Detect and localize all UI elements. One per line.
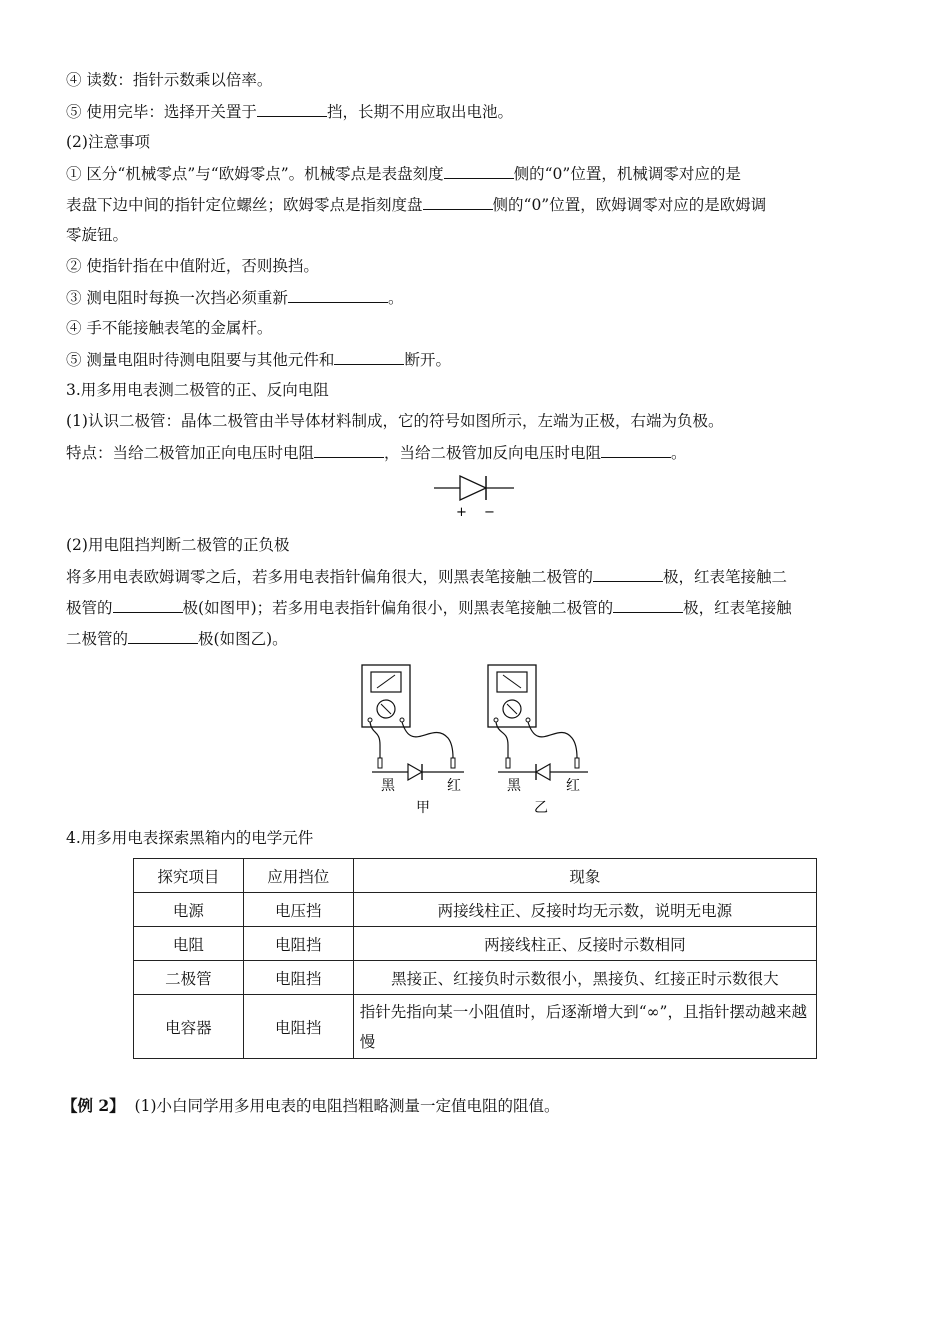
answer-blank[interactable] [593,566,663,582]
black-label: 黑 [507,778,521,794]
answer-blank[interactable] [444,163,514,179]
blackbox-table [133,858,817,1059]
red-probe-tip [575,758,579,768]
caption-jia: 甲 [416,800,430,816]
red-label: 红 [566,778,580,794]
table-cell: 电阻 [134,927,244,961]
black-probe-tip [506,758,510,768]
section-heading-notes: (2)注意事项 [66,133,150,151]
note-1-line-1: ① 区分“机械零点”与“欧姆零点”。机械零点是表盘刻度 侧的“0”位置，机械调零对应的是 [66,165,741,183]
note-3: ③ 测电阻时每换一次挡必须重新 。 [66,289,404,307]
plus-label: + [456,505,467,520]
black-probe-tip [378,758,382,768]
answer-blank[interactable] [113,597,183,613]
answer-blank[interactable] [601,442,671,458]
polarity-line-3: 二极管的 极(如图乙)。 [66,630,288,648]
section-heading-blackbox: 4.用多用电表探索黑箱内的电学元件 [66,829,314,847]
section-heading-diode: 3.用多用电表测二极管的正、反向电阻 [66,381,329,399]
answer-blank[interactable] [128,628,198,644]
example-2: 【例 2】 (1)小白同学用多用电表的电阻挡粗略测量一定值电阻的阻值。 [62,1096,560,1115]
answer-blank[interactable] [288,287,388,303]
table-row [134,961,817,995]
diode-triangle [460,476,486,500]
table-cell: 电源 [134,893,244,927]
answer-blank[interactable] [423,194,493,210]
table-row [134,893,817,927]
caption-yi: 乙 [534,800,548,816]
note-2: ② 使指针指在中值附近，否则换挡。 [66,257,319,275]
table-cell: 黑接正、红接负时示数很小，黑接负、红接正时示数很大 [353,961,816,995]
answer-blank[interactable] [334,349,404,365]
jack [526,718,530,722]
diode-symbol-figure [430,470,520,520]
table-row [134,927,817,961]
table-cell: 指针先指向某一小阻值时，后逐渐增大到“∞”，且指针摆动越来越慢 [353,995,816,1059]
example-tag: 【例 2】 [62,1096,125,1115]
table-header-cell: 探究项目 [134,859,244,893]
table-cell: 二极管 [134,961,244,995]
answer-blank[interactable] [613,597,683,613]
minus-label: − [484,505,495,520]
table-header-cell: 应用挡位 [243,859,353,893]
step-finish: ⑤ 使用完毕：选择开关置于 挡，长期不用应取出电池。 [66,103,513,121]
meter-right [488,665,588,816]
table-cell: 电容器 [134,995,244,1059]
table-cell: 电压挡 [243,893,353,927]
polarity-line-1: 将多用电表欧姆调零之后，若多用电表指针偏角很大，则黑表笔接触二极管的 极，红表笔接触二 [66,568,788,586]
red-label: 红 [447,778,461,794]
note-4: ④ 手不能接触表笔的金属杆。 [66,319,273,337]
meter-left [362,665,464,816]
jack [494,718,498,722]
diode-intro: (1)认识二极管：晶体二极管由半导体材料制成，它的符号如图所示，左端为正极，右端为负极。 [66,412,724,430]
table-cell: 电阻挡 [243,927,353,961]
note-1-line-3: 零旋钮。 [66,226,129,244]
table-cell: 两接线柱正、反接时示数相同 [353,927,816,961]
step-read: ④ 读数：指针示数乘以倍率。 [66,71,273,89]
table-header-row [134,859,817,893]
multimeter-diode-figure [352,660,602,820]
note-5: ⑤ 测量电阻时待测电阻要与其他元件和 断开。 [66,351,451,369]
black-label: 黑 [381,778,395,794]
diode-triangle [408,764,422,780]
table-cell: 两接线柱正、反接时均无示数，说明无电源 [353,893,816,927]
section-heading-polarity: (2)用电阻挡判断二极管的正负极 [66,536,290,554]
diode-triangle [536,764,550,780]
polarity-line-2: 极管的 极(如图甲)；若多用电表指针偏角很小，则黑表笔接触二极管的 极，红表笔接触 [66,599,792,617]
table-header-cell: 现象 [353,859,816,893]
answer-blank[interactable] [314,442,384,458]
table-cell: 电阻挡 [243,961,353,995]
diode-feature: 特点：当给二极管加正向电压时电阻 ，当给二极管加反向电压时电阻 。 [66,444,687,462]
jack [368,718,372,722]
table-row [134,995,817,1059]
red-probe-tip [451,758,455,768]
note-1-line-2: 表盘下边中间的指针定位螺丝；欧姆零点是指刻度盘 侧的“0”位置，欧姆调零对应的是欧姆调 [66,196,767,214]
table-cell: 电阻挡 [243,995,353,1059]
jack [400,718,404,722]
answer-blank[interactable] [257,101,327,117]
